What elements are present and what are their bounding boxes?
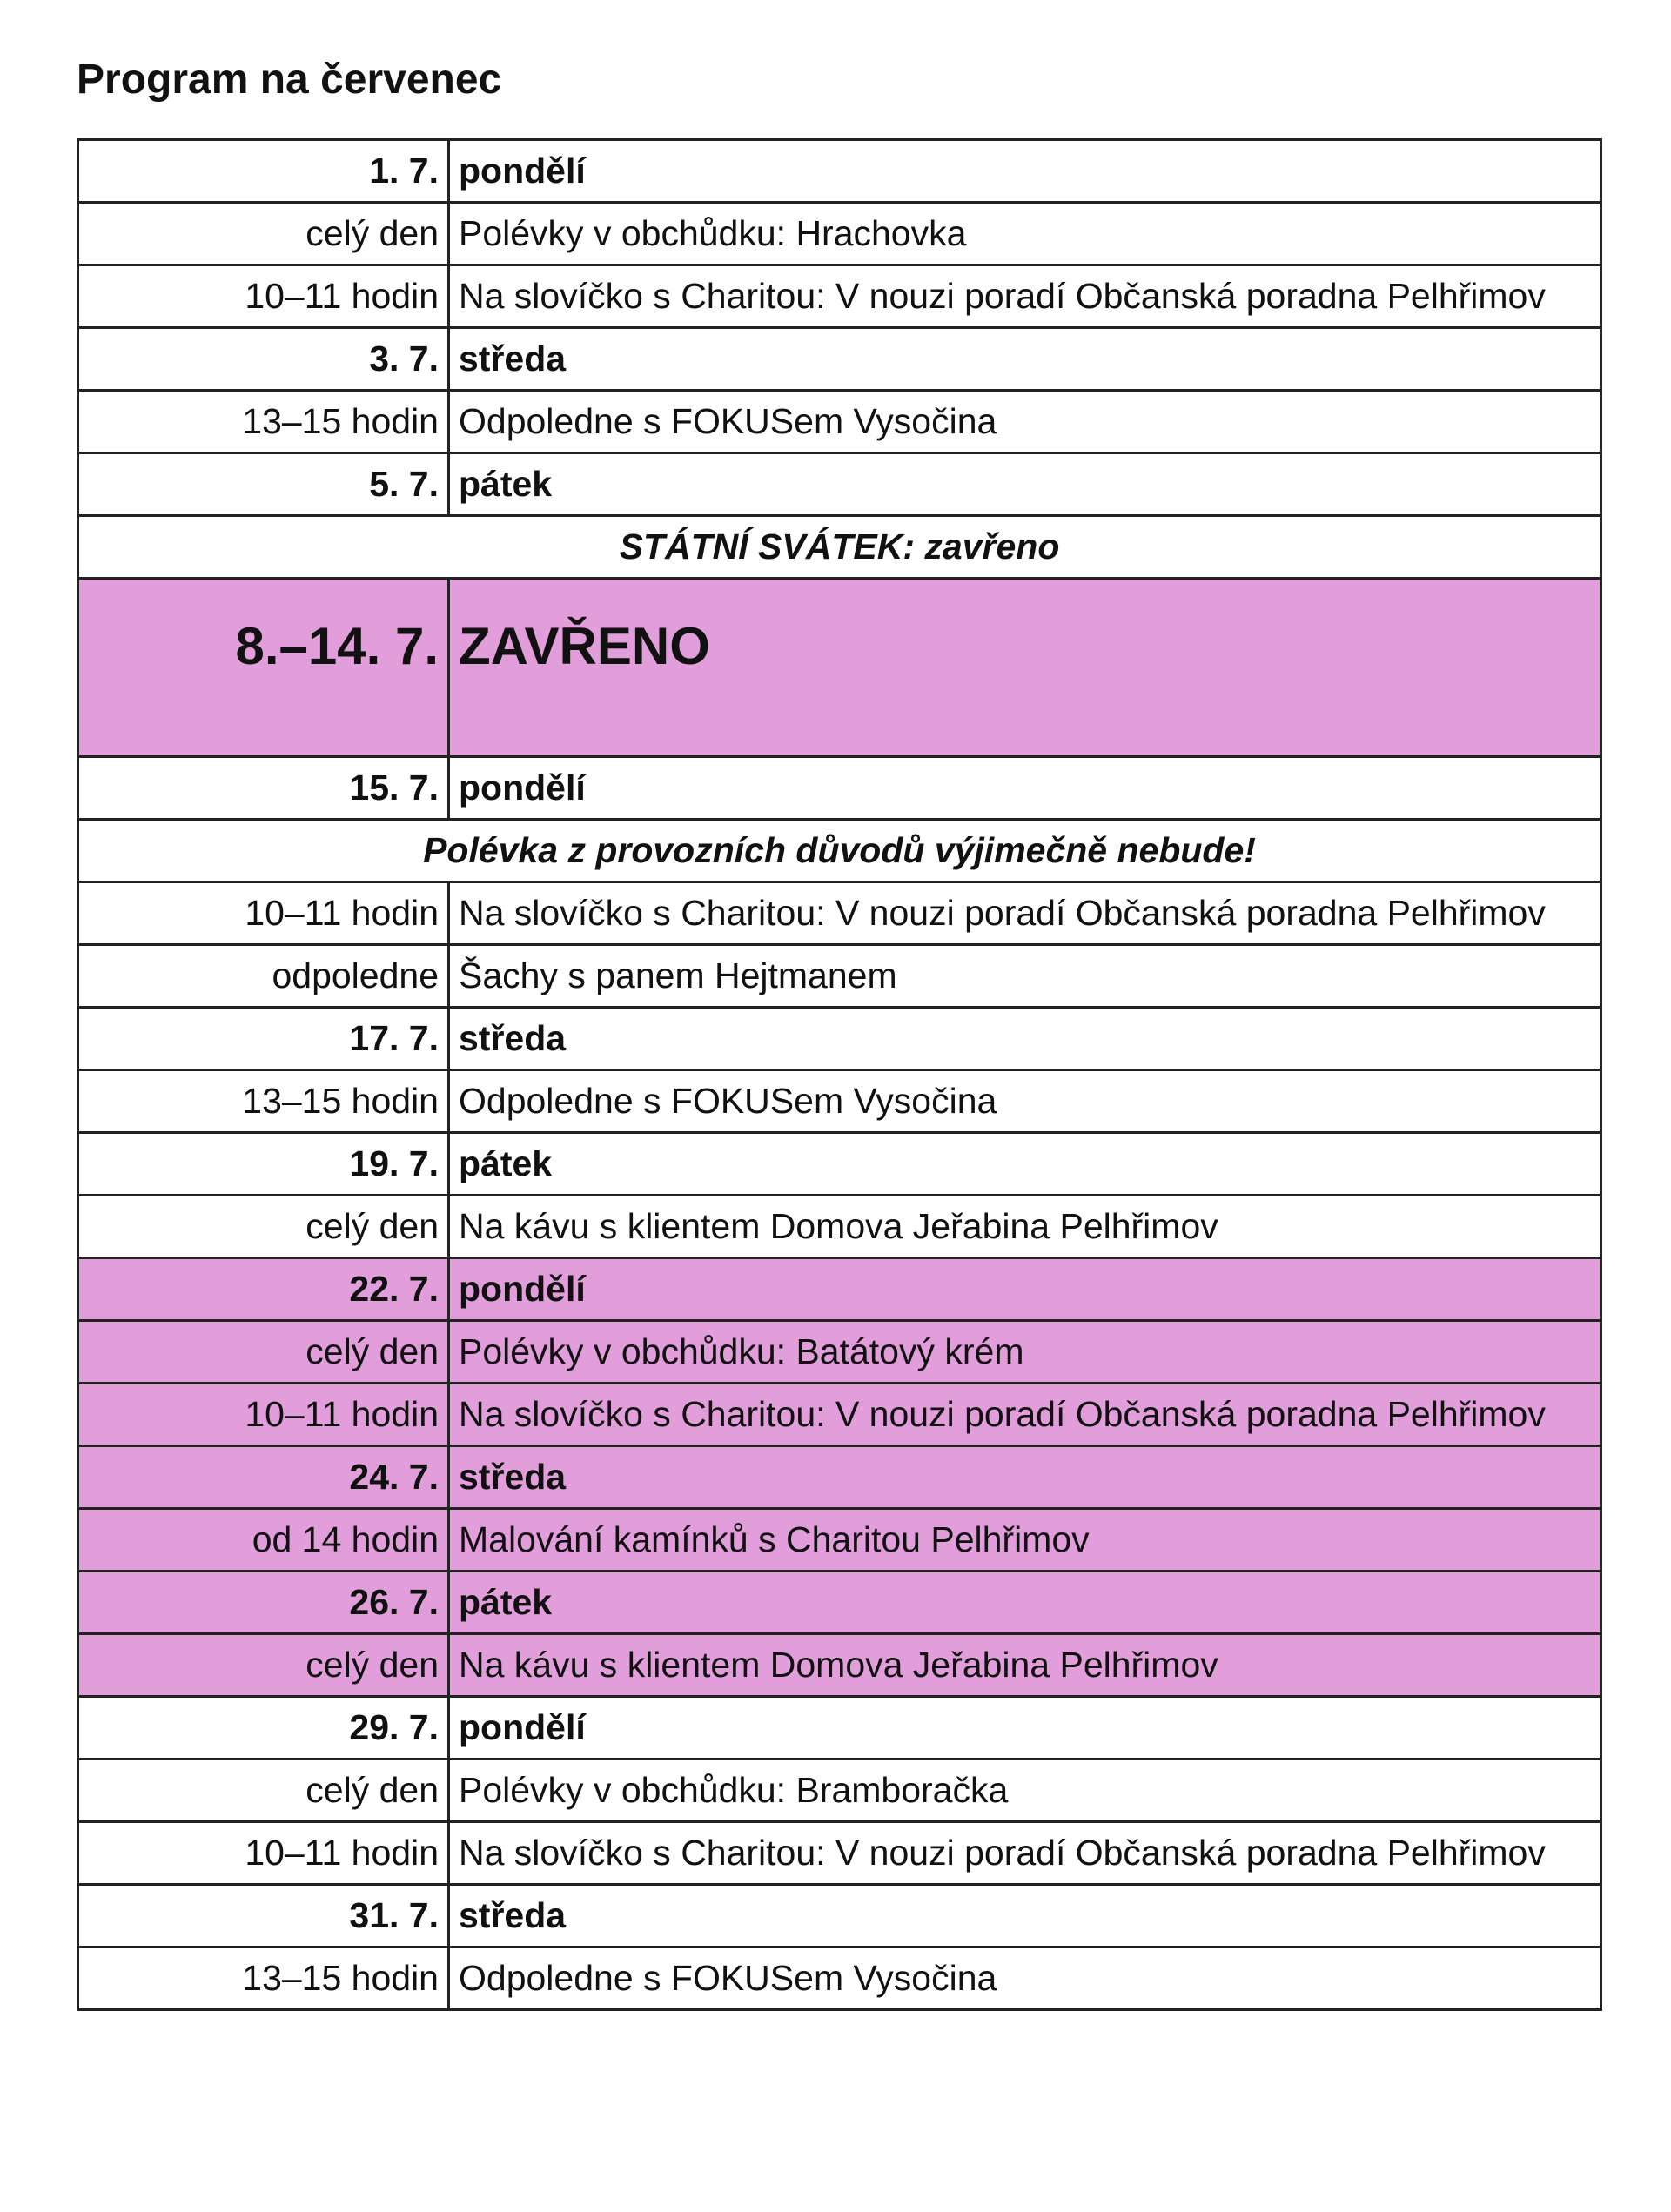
event-title: Na slovíčko s Charitou: V nouzi poradí Občanská poradna Pelhřimov — [449, 1384, 1601, 1446]
event-row — [78, 1384, 1601, 1446]
day-date: 24. 7. — [78, 1446, 449, 1509]
day-header-row — [78, 757, 1601, 820]
event-row — [78, 1760, 1601, 1822]
event-title: Na slovíčko s Charitou: V nouzi poradí Občanská poradna Pelhřimov — [449, 882, 1601, 945]
event-row — [78, 1634, 1601, 1697]
event-title: Na kávu s klientem Domova Jeřabina Pelhřimov — [449, 1196, 1601, 1258]
event-row — [78, 391, 1601, 453]
event-time: celý den — [78, 1760, 449, 1822]
event-title: Odpoledne s FOKUSem Vysočina — [449, 1947, 1601, 2010]
day-header-row — [78, 1697, 1601, 1760]
event-time: celý den — [78, 1634, 449, 1697]
program-table — [77, 138, 1602, 2011]
event-row — [78, 882, 1601, 945]
day-name: středa — [449, 1008, 1601, 1070]
event-title: Polévky v obchůdku: Batátový krém — [449, 1321, 1601, 1384]
event-time: celý den — [78, 203, 449, 265]
event-time: 13–15 hodin — [78, 391, 449, 453]
event-time: celý den — [78, 1196, 449, 1258]
day-name: pondělí — [449, 757, 1601, 820]
event-row — [78, 1196, 1601, 1258]
notice-text: Polévka z provozních důvodů výjimečně nebude! — [78, 820, 1601, 882]
day-date: 29. 7. — [78, 1697, 449, 1760]
event-title: Malování kamínků s Charitou Pelhřimov — [449, 1509, 1601, 1572]
day-header-row — [78, 1258, 1601, 1321]
event-row — [78, 1321, 1601, 1384]
event-row — [78, 265, 1601, 328]
event-row — [78, 1822, 1601, 1885]
day-header-row — [78, 453, 1601, 516]
day-header-row — [78, 1008, 1601, 1070]
event-title: Odpoledne s FOKUSem Vysočina — [449, 391, 1601, 453]
event-time: odpoledne — [78, 945, 449, 1008]
day-name: pondělí — [449, 1697, 1601, 1760]
day-date: 8.–14. 7. — [78, 579, 449, 757]
day-name: ZAVŘENO — [449, 579, 1601, 757]
event-time: od 14 hodin — [78, 1509, 449, 1572]
event-title: Odpoledne s FOKUSem Vysočina — [449, 1070, 1601, 1133]
program-table-body — [78, 140, 1601, 2010]
event-title: Na slovíčko s Charitou: V nouzi poradí Občanská poradna Pelhřimov — [449, 265, 1601, 328]
event-title: Polévky v obchůdku: Hrachovka — [449, 203, 1601, 265]
day-header-row — [78, 1446, 1601, 1509]
day-name: pondělí — [449, 140, 1601, 203]
event-row — [78, 203, 1601, 265]
event-title: Polévky v obchůdku: Bramboračka — [449, 1760, 1601, 1822]
day-date: 26. 7. — [78, 1572, 449, 1634]
event-time: 13–15 hodin — [78, 1070, 449, 1133]
day-date: 31. 7. — [78, 1885, 449, 1947]
day-name: středa — [449, 328, 1601, 391]
day-date: 1. 7. — [78, 140, 449, 203]
day-name: pondělí — [449, 1258, 1601, 1321]
event-time: 10–11 hodin — [78, 265, 449, 328]
event-row — [78, 1509, 1601, 1572]
day-header-row — [78, 579, 1601, 757]
notice-row — [78, 516, 1601, 579]
event-row — [78, 1070, 1601, 1133]
event-time: 10–11 hodin — [78, 882, 449, 945]
notice-text: STÁTNÍ SVÁTEK: zavřeno — [78, 516, 1601, 579]
event-title: Šachy s panem Hejtmanem — [449, 945, 1601, 1008]
day-header-row — [78, 1133, 1601, 1196]
event-row — [78, 945, 1601, 1008]
event-time: celý den — [78, 1321, 449, 1384]
day-name: pátek — [449, 1133, 1601, 1196]
day-name: středa — [449, 1885, 1601, 1947]
notice-row — [78, 820, 1601, 882]
day-date: 22. 7. — [78, 1258, 449, 1321]
day-name: středa — [449, 1446, 1601, 1509]
day-name: pátek — [449, 453, 1601, 516]
day-date: 19. 7. — [78, 1133, 449, 1196]
day-date: 5. 7. — [78, 453, 449, 516]
event-time: 13–15 hodin — [78, 1947, 449, 2010]
day-header-row — [78, 140, 1601, 203]
day-header-row — [78, 328, 1601, 391]
day-name: pátek — [449, 1572, 1601, 1634]
event-title: Na slovíčko s Charitou: V nouzi poradí Občanská poradna Pelhřimov — [449, 1822, 1601, 1885]
page-title: Program na červenec — [77, 57, 502, 103]
day-date: 3. 7. — [78, 328, 449, 391]
event-time: 10–11 hodin — [78, 1384, 449, 1446]
day-date: 17. 7. — [78, 1008, 449, 1070]
event-title: Na kávu s klientem Domova Jeřabina Pelhřimov — [449, 1634, 1601, 1697]
day-header-row — [78, 1572, 1601, 1634]
event-row — [78, 1947, 1601, 2010]
day-header-row — [78, 1885, 1601, 1947]
day-date: 15. 7. — [78, 757, 449, 820]
event-time: 10–11 hodin — [78, 1822, 449, 1885]
